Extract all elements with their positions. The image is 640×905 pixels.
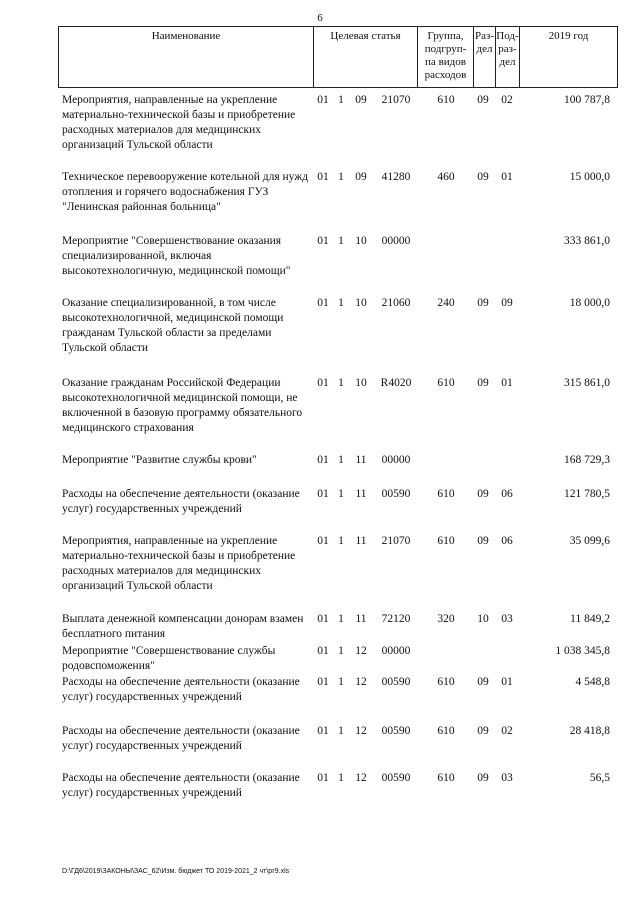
row-name: Мероприятие "Совершенствование оказания специализированной, включая высокотехнологичную, медицинской помощи" [62, 235, 291, 277]
row-group: 610 [437, 772, 455, 784]
row-p4: 00000 [381, 454, 411, 466]
row-subsection: 09 [501, 297, 513, 309]
row-p4: 00590 [381, 488, 411, 500]
row-amount: 18 000,0 [569, 297, 610, 309]
row-group: 460 [437, 171, 455, 183]
row-p1: 01 [317, 645, 329, 657]
row-p4: 72120 [381, 613, 411, 625]
row-name: Расходы на обеспечение деятельности (оказание услуг) государственных учреждений [62, 676, 300, 703]
row-p4: 00000 [381, 645, 411, 657]
row-p4: 00000 [381, 235, 411, 247]
row-name: Мероприятие "Совершенствование службы родовспоможения" [62, 645, 276, 672]
row-p1: 01 [317, 772, 329, 784]
row-name: Мероприятия, направленные на укрепление материально-технической базы и приобретение расходных материалов для медицинских организаций Тульской области [62, 535, 296, 592]
row-group: 610 [437, 535, 455, 547]
row-name: Расходы на обеспечение деятельности (оказание услуг) государственных учреждений [62, 725, 300, 752]
row-section: 09 [477, 377, 489, 389]
row-name: Мероприятие "Развитие службы крови" [62, 454, 257, 466]
row-p2: 1 [338, 171, 344, 183]
row-subsection: 06 [501, 535, 513, 547]
row-p1: 01 [317, 535, 329, 547]
row-amount: 1 038 345,8 [555, 645, 610, 657]
row-p2: 1 [338, 94, 344, 106]
row-p1: 01 [317, 235, 329, 247]
row-p1: 01 [317, 725, 329, 737]
row-p4: 21060 [381, 297, 411, 309]
row-p3: 12 [355, 725, 367, 737]
row-p2: 1 [338, 676, 344, 688]
header-section: Раз- дел [473, 27, 495, 87]
row-p3: 12 [355, 645, 367, 657]
row-p2: 1 [338, 645, 344, 657]
row-p1: 01 [317, 94, 329, 106]
row-p2: 1 [338, 297, 344, 309]
row-p3: 09 [355, 171, 367, 183]
row-p3: 11 [355, 535, 367, 547]
row-section: 09 [477, 772, 489, 784]
row-p3: 09 [355, 94, 367, 106]
row-p1: 01 [317, 454, 329, 466]
row-section: 09 [477, 676, 489, 688]
row-amount: 168 729,3 [564, 454, 610, 466]
row-name: Расходы на обеспечение деятельности (оказание услуг) государственных учреждений [62, 488, 300, 515]
row-name: Расходы на обеспечение деятельности (оказание услуг) государственных учреждений [62, 772, 300, 799]
row-p3: 12 [355, 772, 367, 784]
row-amount: 100 787,8 [564, 94, 610, 106]
row-amount: 121 780,5 [564, 488, 610, 500]
row-amount: 315 861,0 [564, 377, 610, 389]
row-group: 320 [437, 613, 455, 625]
row-p1: 01 [317, 676, 329, 688]
footer-path: D:\ГД6\2019\ЗАКОНЫ\ЗАС_62\Изм. бюджет ТО 2019-2021_2 чт\рг9.xls [62, 868, 290, 875]
row-section: 09 [477, 725, 489, 737]
row-p1: 01 [317, 377, 329, 389]
row-p3: 10 [355, 297, 367, 309]
row-amount: 15 000,0 [569, 171, 610, 183]
row-subsection: 03 [501, 772, 513, 784]
row-subsection: 03 [501, 613, 513, 625]
row-p4: 21070 [381, 535, 411, 547]
row-p1: 01 [317, 488, 329, 500]
row-p2: 1 [338, 725, 344, 737]
row-name: Оказание гражданам Российской Федерации высокотехнологичной медицинской помощи, не включенной в базовую программу обязательного медицинского страхования [62, 377, 303, 434]
row-name: Техническое перевооружение котельной для нужд отопления и горячего водоснабжения ГУЗ "Ленинская районная больница" [62, 171, 309, 213]
row-p2: 1 [338, 235, 344, 247]
row-amount: 333 861,0 [564, 235, 610, 247]
row-p2: 1 [338, 613, 344, 625]
row-p4: 41280 [381, 171, 411, 183]
row-p4: R4020 [380, 377, 412, 389]
row-p4: 00590 [381, 725, 411, 737]
row-p1: 01 [317, 297, 329, 309]
row-subsection: 01 [501, 676, 513, 688]
row-p2: 1 [338, 488, 344, 500]
row-section: 09 [477, 171, 489, 183]
table-header [58, 26, 618, 88]
row-section: 09 [477, 94, 489, 106]
header-name: Наименование [151, 30, 221, 42]
row-p3: 11 [355, 488, 367, 500]
header-year: 2019 год [519, 27, 617, 87]
row-p3: 10 [355, 377, 367, 389]
row-p3: 11 [355, 454, 367, 466]
row-group: 610 [437, 725, 455, 737]
row-section: 09 [477, 535, 489, 547]
row-subsection: 02 [501, 725, 513, 737]
row-group: 610 [437, 676, 455, 688]
row-p3: 12 [355, 676, 367, 688]
row-amount: 56,5 [589, 772, 610, 784]
row-name: Оказание специализированной, в том числе высокотехнологичной, медицинской помощи гражданам Тульской области за пределами Тульской области [62, 297, 284, 354]
row-p3: 11 [355, 613, 367, 625]
row-p1: 01 [317, 613, 329, 625]
row-group: 610 [437, 377, 455, 389]
page-number: 6 [317, 12, 323, 24]
row-name: Выплата денежной компенсации донорам взамен бесплатного питания [62, 613, 304, 640]
row-group: 240 [437, 297, 455, 309]
row-group: 610 [437, 94, 455, 106]
header-group: Группа, подгруп- па видов расходов [417, 27, 473, 87]
row-subsection: 06 [501, 488, 513, 500]
row-amount: 11 849,2 [570, 613, 610, 625]
row-p4: 00590 [381, 772, 411, 784]
row-p4: 00590 [381, 676, 411, 688]
row-p2: 1 [338, 535, 344, 547]
row-name: Мероприятия, направленные на укрепление материально-технической базы и приобретение расходных материалов для медицинских организаций Тульской области [62, 94, 296, 151]
row-group: 610 [437, 488, 455, 500]
row-p1: 01 [317, 171, 329, 183]
row-p3: 10 [355, 235, 367, 247]
row-amount: 35 099,6 [569, 535, 610, 547]
row-subsection: 01 [501, 377, 513, 389]
row-p2: 1 [338, 772, 344, 784]
row-section: 10 [477, 613, 489, 625]
row-subsection: 01 [501, 171, 513, 183]
row-amount: 4 548,8 [575, 676, 610, 688]
row-subsection: 02 [501, 94, 513, 106]
row-p4: 21070 [381, 94, 411, 106]
header-target: Целевая статья [313, 27, 417, 87]
row-amount: 28 418,8 [569, 725, 610, 737]
row-section: 09 [477, 297, 489, 309]
row-section: 09 [477, 488, 489, 500]
row-p2: 1 [338, 377, 344, 389]
row-p2: 1 [338, 454, 344, 466]
header-subsection: Под- раз- дел [495, 27, 519, 87]
